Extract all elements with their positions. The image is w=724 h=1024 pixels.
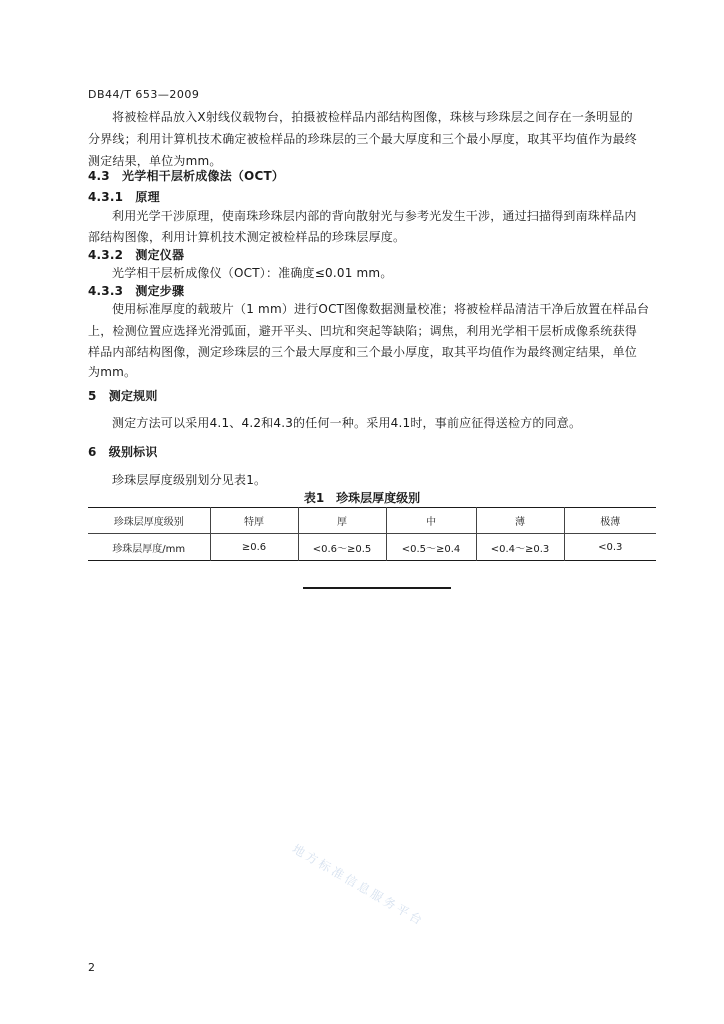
rules-paragraph: 测定方法可以采用4.1、4.2和4.3的任何一种。采用4.1时，事前应征得送检方的同意。 bbox=[112, 416, 582, 430]
instrument-paragraph-line: 光学相干层析成像仪（OCT）：准确度≤0.01 mm。 bbox=[112, 266, 393, 280]
table-header-cell: 中 bbox=[386, 508, 476, 534]
xray-paragraph-line: 将被检样品放入X射线仪载物台，拍摄被检样品内部结构图像，珠核与珍珠层之间存在一条明显的 bbox=[112, 110, 633, 124]
table-header-cell: 极薄 bbox=[564, 508, 656, 534]
table-header-cell: 薄 bbox=[476, 508, 564, 534]
steps-paragraph-line: 为mm。 bbox=[88, 365, 137, 379]
table-cell: <0.6～≥0.5 bbox=[298, 534, 386, 561]
grade-intro-paragraph: 珍珠层厚度级别划分见表1。 bbox=[112, 473, 267, 487]
table-row bbox=[88, 534, 656, 561]
section-4-3-3-heading: 4.3.3 测定步骤 bbox=[88, 284, 185, 298]
section-4-3-1-heading: 4.3.1 原理 bbox=[88, 190, 160, 204]
table-header-cell: 珍珠层厚度级别 bbox=[88, 508, 210, 534]
section-4-3-2-heading: 4.3.2 测定仪器 bbox=[88, 248, 185, 262]
steps-paragraph-line: 样品内部结构图像，测定珍珠层的三个最大厚度和三个最小厚度，取其平均值作为最终测定结果，单位 bbox=[88, 345, 638, 359]
steps-paragraph-line: 使用标准厚度的载玻片（1 mm）进行OCT图像数据测量校准；将被检样品清洁干净后放置在样品台 bbox=[112, 302, 650, 316]
watermark: 地方标准信息服务平台 bbox=[290, 841, 427, 929]
principle-paragraph-line: 利用光学干涉原理，使南珠珍珠层内部的背向散射光与参考光发生干涉，通过扫描得到南珠样品内 bbox=[112, 209, 637, 223]
table-header-row bbox=[88, 508, 656, 534]
table-header-cell: 厚 bbox=[298, 508, 386, 534]
thickness-grade-table bbox=[88, 507, 656, 561]
principle-paragraph-line: 部结构图像，利用计算机技术测定被检样品的珍珠层厚度。 bbox=[88, 230, 406, 244]
table-cell: <0.4～≥0.3 bbox=[476, 534, 564, 561]
end-of-text-rule bbox=[303, 587, 451, 589]
section-4-3-heading: 4.3 光学相干层析成像法（OCT） bbox=[88, 169, 285, 183]
section-6-heading: 6 级别标识 bbox=[88, 445, 158, 459]
table-header-cell: 特厚 bbox=[210, 508, 298, 534]
table-cell: <0.3 bbox=[564, 534, 656, 561]
page-number: 2 bbox=[88, 961, 95, 974]
xray-paragraph-line: 分界线；利用计算机技术确定被检样品的珍珠层的三个最大厚度和三个最小厚度，取其平均值作为最终 bbox=[88, 132, 638, 146]
table-cell: 珍珠层厚度/mm bbox=[88, 534, 210, 561]
xray-paragraph-line: 测定结果，单位为mm。 bbox=[88, 154, 222, 168]
section-5-heading: 5 测定规则 bbox=[88, 389, 158, 403]
document-id: DB44/T 653—2009 bbox=[88, 88, 200, 101]
table-cell: <0.5～≥0.4 bbox=[386, 534, 476, 561]
table-cell: ≥0.6 bbox=[210, 534, 298, 561]
steps-paragraph-line: 上，检测位置应选择光滑弧面，避开平头、凹坑和突起等缺陷；调焦，利用光学相干层析成像系统获得 bbox=[88, 324, 638, 338]
table-caption: 表1 珍珠层厚度级别 bbox=[303, 491, 421, 505]
